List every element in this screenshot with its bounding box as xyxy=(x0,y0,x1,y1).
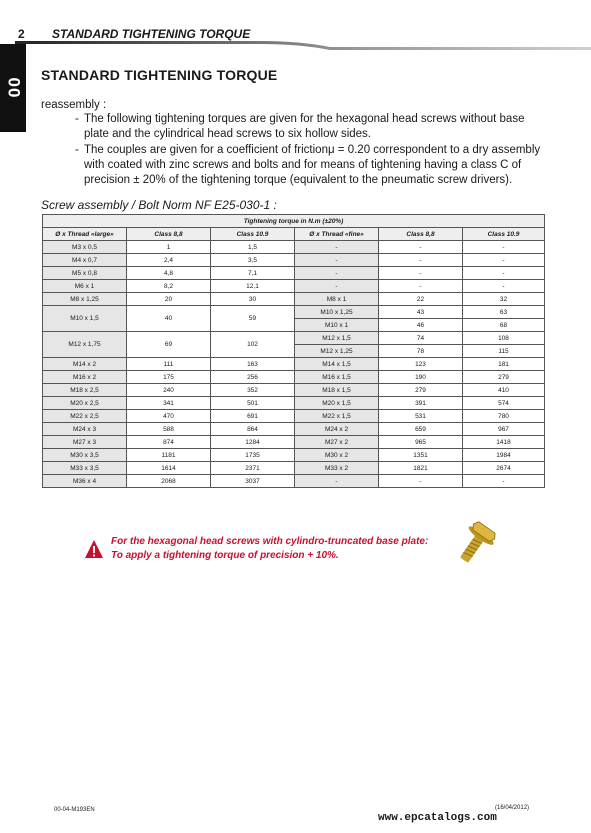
torque-cell: 2068 xyxy=(127,475,211,488)
torque-cell: 22 xyxy=(379,293,463,306)
torque-cell: 1984 xyxy=(463,449,545,462)
table-group-header-row xyxy=(43,215,545,228)
thread-cell: - xyxy=(295,241,379,254)
torque-cell: 74 xyxy=(379,332,463,345)
torque-cell: 30 xyxy=(211,293,295,306)
thread-cell: M18 x 2,5 xyxy=(43,384,127,397)
torque-cell: 240 xyxy=(127,384,211,397)
table-row xyxy=(43,293,545,306)
table-row xyxy=(43,449,545,462)
torque-cell: 78 xyxy=(379,345,463,358)
torque-cell: 279 xyxy=(379,384,463,397)
torque-cell: 1735 xyxy=(211,449,295,462)
torque-cell: 43 xyxy=(379,306,463,319)
torque-cell: 1 xyxy=(127,241,211,254)
torque-cell: 864 xyxy=(211,423,295,436)
table-row xyxy=(43,436,545,449)
torque-cell: 163 xyxy=(211,358,295,371)
thread-cell: M10 x 1,5 xyxy=(43,306,127,332)
torque-cell: 190 xyxy=(379,371,463,384)
thread-cell: M18 x 1,5 xyxy=(295,384,379,397)
table-row xyxy=(43,306,545,319)
torque-cell: 1181 xyxy=(127,449,211,462)
torque-cell: - xyxy=(379,475,463,488)
torque-cell: 123 xyxy=(379,358,463,371)
torque-cell: 63 xyxy=(463,306,545,319)
thread-cell: M24 x 3 xyxy=(43,423,127,436)
table-row xyxy=(43,241,545,254)
torque-cell: 1821 xyxy=(379,462,463,475)
thread-cell: M16 x 2 xyxy=(43,371,127,384)
torque-cell: 1614 xyxy=(127,462,211,475)
document-date: (16/04/2012) xyxy=(495,805,530,811)
chapter-number: 00 xyxy=(3,77,23,99)
table-row xyxy=(43,423,545,436)
warning-line-1: For the hexagonal head screws with cylindro-truncated base plate: xyxy=(111,536,429,547)
torque-cell: 68 xyxy=(463,319,545,332)
table-row xyxy=(43,397,545,410)
table-body xyxy=(43,241,545,488)
torque-cell: - xyxy=(379,241,463,254)
table-row xyxy=(43,384,545,397)
column-header: Class 8,8 xyxy=(127,228,211,241)
notes-list xyxy=(77,112,547,188)
torque-cell: 410 xyxy=(463,384,545,397)
thread-cell: M4 x 0,7 xyxy=(43,254,127,267)
thread-cell: M20 x 1,5 xyxy=(295,397,379,410)
torque-cell: 2,4 xyxy=(127,254,211,267)
thread-cell: M24 x 2 xyxy=(295,423,379,436)
thread-cell: M12 x 1,5 xyxy=(295,332,379,345)
torque-cell: - xyxy=(463,267,545,280)
table-row xyxy=(43,371,545,384)
column-header: Ø x Thread «fine» xyxy=(295,228,379,241)
torque-cell: 4,8 xyxy=(127,267,211,280)
torque-cell: 59 xyxy=(211,306,295,332)
torque-cell: 115 xyxy=(463,345,545,358)
section-title: STANDARD TIGHTENING TORQUE xyxy=(41,67,278,83)
torque-cell: 256 xyxy=(211,371,295,384)
torque-cell: 1418 xyxy=(463,436,545,449)
torque-cell: 46 xyxy=(379,319,463,332)
torque-cell: 3037 xyxy=(211,475,295,488)
thread-cell: M14 x 2 xyxy=(43,358,127,371)
thread-cell: M5 x 0,8 xyxy=(43,267,127,280)
torque-cell: 574 xyxy=(463,397,545,410)
torque-cell: 8,2 xyxy=(127,280,211,293)
thread-cell: M14 x 1,5 xyxy=(295,358,379,371)
thread-cell: - xyxy=(295,475,379,488)
thread-cell: M33 x 2 xyxy=(295,462,379,475)
thread-cell: - xyxy=(295,280,379,293)
header-swoosh-decoration xyxy=(0,30,591,60)
torque-cell: 965 xyxy=(379,436,463,449)
torque-cell: 1,5 xyxy=(211,241,295,254)
torque-cell: 20 xyxy=(127,293,211,306)
torque-cell: - xyxy=(463,241,545,254)
thread-cell: M22 x 1,5 xyxy=(295,410,379,423)
torque-cell: 175 xyxy=(127,371,211,384)
torque-table xyxy=(42,214,545,488)
torque-cell: 32 xyxy=(463,293,545,306)
torque-cell: 102 xyxy=(211,332,295,358)
thread-cell: M30 x 2 xyxy=(295,449,379,462)
torque-cell: 108 xyxy=(463,332,545,345)
torque-cell: 531 xyxy=(379,410,463,423)
thread-cell: M3 x 0,5 xyxy=(43,241,127,254)
thread-cell: M8 x 1 xyxy=(295,293,379,306)
torque-cell: 874 xyxy=(127,436,211,449)
column-header: Class 10.9 xyxy=(463,228,545,241)
torque-cell: 12,1 xyxy=(211,280,295,293)
torque-cell: 659 xyxy=(379,423,463,436)
table-row xyxy=(43,462,545,475)
flange-screw-image xyxy=(452,518,500,568)
column-header: Class 8,8 xyxy=(379,228,463,241)
note-item: - The couples are given for a coefficient of frictionμ = 0.20 correspondent to a dry assembly with coated with zinc screws and bolts and for means of tightening having a class C of precision ± 20% of the tightening torque (equivalent to the pneumatic screw drivers). xyxy=(77,143,547,189)
table-row xyxy=(43,332,545,345)
header-title: STANDARD TIGHTENING TORQUE xyxy=(52,27,251,41)
thread-cell: M6 x 1 xyxy=(43,280,127,293)
torque-cell: 780 xyxy=(463,410,545,423)
torque-cell: - xyxy=(463,475,545,488)
thread-cell: M12 x 1,25 xyxy=(295,345,379,358)
torque-cell: 501 xyxy=(211,397,295,410)
intro-label: reassembly : xyxy=(41,99,107,111)
torque-cell: - xyxy=(379,254,463,267)
torque-cell: - xyxy=(463,254,545,267)
chapter-side-tab xyxy=(0,44,26,132)
thread-cell: M33 x 3,5 xyxy=(43,462,127,475)
torque-cell: 1284 xyxy=(211,436,295,449)
torque-cell: 341 xyxy=(127,397,211,410)
torque-cell: 2674 xyxy=(463,462,545,475)
torque-cell: 470 xyxy=(127,410,211,423)
note-item: - The following tightening torques are given for the hexagonal head screws without base plate and the cylindrical head screws to six hollow sides. xyxy=(77,112,547,143)
torque-cell: - xyxy=(379,267,463,280)
thread-cell: - xyxy=(295,267,379,280)
thread-cell: M10 x 1,25 xyxy=(295,306,379,319)
thread-cell: M22 x 2,5 xyxy=(43,410,127,423)
torque-cell: 691 xyxy=(211,410,295,423)
torque-cell: 181 xyxy=(463,358,545,371)
torque-cell: 7,1 xyxy=(211,267,295,280)
thread-cell: M8 x 1,25 xyxy=(43,293,127,306)
table-row xyxy=(43,280,545,293)
torque-cell: 279 xyxy=(463,371,545,384)
torque-cell: 111 xyxy=(127,358,211,371)
thread-cell: M27 x 2 xyxy=(295,436,379,449)
watermark-url: www.epcatalogs.com xyxy=(378,812,497,824)
table-row xyxy=(43,267,545,280)
torque-cell: 1351 xyxy=(379,449,463,462)
torque-cell: 352 xyxy=(211,384,295,397)
thread-cell: M36 x 4 xyxy=(43,475,127,488)
torque-cell: 3,5 xyxy=(211,254,295,267)
torque-cell: 967 xyxy=(463,423,545,436)
torque-cell: 588 xyxy=(127,423,211,436)
thread-cell: M27 x 3 xyxy=(43,436,127,449)
torque-cell: 69 xyxy=(127,332,211,358)
table-row xyxy=(43,410,545,423)
thread-cell: M30 x 3,5 xyxy=(43,449,127,462)
torque-cell: 40 xyxy=(127,306,211,332)
thread-cell: M20 x 2,5 xyxy=(43,397,127,410)
thread-cell: - xyxy=(295,254,379,267)
table-header-row xyxy=(43,228,545,241)
page-number: 2 xyxy=(18,27,25,41)
torque-cell: - xyxy=(463,280,545,293)
thread-cell: M10 x 1 xyxy=(295,319,379,332)
warning-line-2: To apply a tightening torque of precision + 10%. xyxy=(111,550,339,561)
torque-cell: - xyxy=(379,280,463,293)
column-header: Class 10.9 xyxy=(211,228,295,241)
column-header: Ø x Thread «large» xyxy=(43,228,127,241)
table-caption: Screw assembly / Bolt Norm NF E25-030-1 : xyxy=(41,198,277,212)
warning-triangle-icon xyxy=(84,539,104,559)
thread-cell: M12 x 1,75 xyxy=(43,332,127,358)
torque-cell: 2371 xyxy=(211,462,295,475)
table-row xyxy=(43,475,545,488)
table-group-header: Tightening torque in N.m (±20%) xyxy=(43,215,545,228)
table-row xyxy=(43,254,545,267)
thread-cell: M16 x 1,5 xyxy=(295,371,379,384)
torque-cell: 391 xyxy=(379,397,463,410)
table-row xyxy=(43,358,545,371)
document-code: 00-04-M193EN xyxy=(54,807,95,813)
